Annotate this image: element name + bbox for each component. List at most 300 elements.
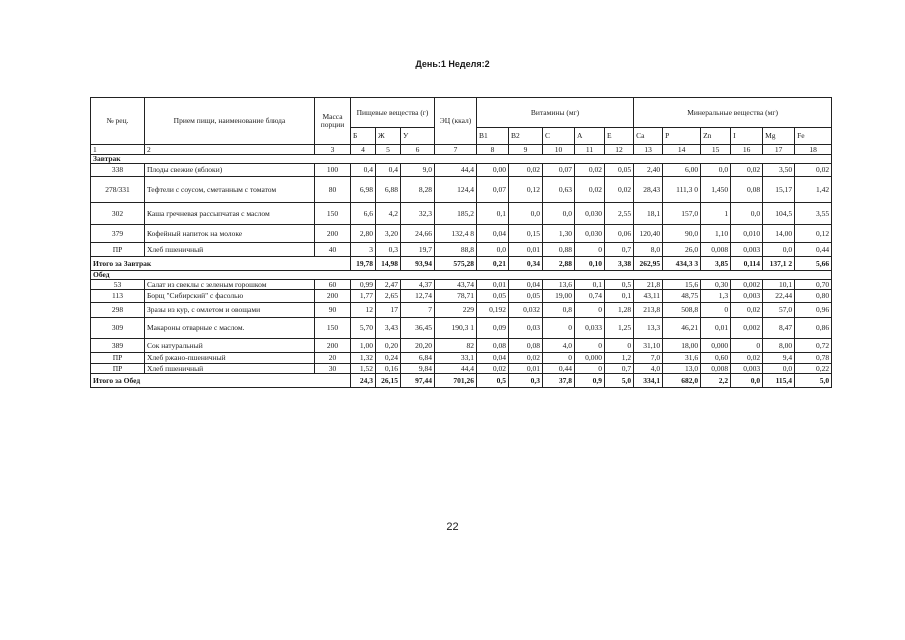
recipe-number: 379 — [91, 225, 145, 243]
recipe-number: 302 — [91, 203, 145, 225]
table-row — [91, 353, 832, 364]
header-nutrients: Пищевые вещества (г) — [351, 98, 435, 128]
table-cell: 20,20 — [401, 339, 435, 353]
total-cell: 0,114 — [731, 257, 763, 271]
total-row — [91, 257, 832, 271]
table-cell: 4,0 — [543, 339, 575, 353]
table-cell: 185,2 — [435, 203, 477, 225]
table-cell: 43,74 — [435, 280, 477, 290]
table-cell: 1,2 — [605, 353, 634, 364]
table-cell: 14,00 — [763, 225, 795, 243]
table-cell: 0 — [731, 339, 763, 353]
dish-name: Хлеб пшеничный — [145, 243, 315, 257]
table-cell: 90,0 — [663, 225, 701, 243]
column-number: 15 — [701, 145, 731, 155]
table-cell: 0,032 — [509, 303, 543, 318]
column-number: 5 — [376, 145, 401, 155]
total-row — [91, 374, 832, 388]
table-cell: 22,44 — [763, 290, 795, 303]
table-cell: 1,77 — [351, 290, 376, 303]
header-vit-c: C — [543, 128, 575, 145]
header-min-ca: Ca — [634, 128, 663, 145]
table-cell: 0,003 — [731, 290, 763, 303]
table-cell: 60 — [315, 280, 351, 290]
table-cell: 90 — [315, 303, 351, 318]
table-cell: 120,40 — [634, 225, 663, 243]
recipe-number: 278/331 — [91, 177, 145, 203]
table-cell: 0,15 — [509, 225, 543, 243]
table-cell: 0,78 — [795, 353, 832, 364]
total-cell: 5,0 — [605, 374, 634, 388]
table-cell: 0,04 — [477, 353, 509, 364]
table-cell: 0,01 — [701, 318, 731, 339]
table-cell: 0,01 — [477, 280, 509, 290]
table-cell: 57,0 — [763, 303, 795, 318]
table-cell: 40 — [315, 243, 351, 257]
header-vitamins: Витамины (мг) — [477, 98, 634, 128]
table-cell: 0,0 — [477, 243, 509, 257]
total-cell: 0,9 — [575, 374, 605, 388]
table-cell: 0,030 — [575, 203, 605, 225]
numbering-row — [91, 145, 832, 155]
table-cell: 2,80 — [351, 225, 376, 243]
table-cell: 0,05 — [477, 290, 509, 303]
column-number: 13 — [634, 145, 663, 155]
table-cell: 0 — [605, 339, 634, 353]
header-dish: Прием пищи, наименование блюда — [145, 98, 315, 145]
header-zh: Ж — [376, 128, 401, 145]
table-cell: 124,4 — [435, 177, 477, 203]
total-cell: 19,78 — [351, 257, 376, 271]
recipe-number: 389 — [91, 339, 145, 353]
section-header-row — [91, 155, 832, 164]
table-cell: 3,43 — [376, 318, 401, 339]
table-row — [91, 364, 832, 374]
page-number: 22 — [446, 521, 459, 533]
total-cell: 3,85 — [701, 257, 731, 271]
table-cell: 0 — [575, 339, 605, 353]
table-cell: 26,0 — [663, 243, 701, 257]
table-cell: 13,6 — [543, 280, 575, 290]
table-cell: 0,09 — [477, 318, 509, 339]
table-cell: 0,80 — [795, 290, 832, 303]
table-cell: 15,17 — [763, 177, 795, 203]
table-cell: 2,47 — [376, 280, 401, 290]
table-cell: 12 — [351, 303, 376, 318]
table-cell: 1,25 — [605, 318, 634, 339]
table-cell: 0,0 — [701, 164, 731, 177]
table-cell: 0,03 — [509, 318, 543, 339]
table-cell: 32,3 — [401, 203, 435, 225]
total-label: Итого за Обед — [91, 374, 351, 388]
table-cell: 3,50 — [763, 164, 795, 177]
table-cell: 200 — [315, 225, 351, 243]
table-cell: 9,84 — [401, 364, 435, 374]
table-cell: 0,22 — [795, 364, 832, 374]
column-number: 7 — [435, 145, 477, 155]
total-cell: 434,3 3 — [663, 257, 701, 271]
table-cell: 4,0 — [634, 364, 663, 374]
column-number: 10 — [543, 145, 575, 155]
table-cell: 0,05 — [509, 290, 543, 303]
table-cell: 43,11 — [634, 290, 663, 303]
table-cell: 7,0 — [634, 353, 663, 364]
total-cell: 0,5 — [477, 374, 509, 388]
table-cell: 0,008 — [701, 243, 731, 257]
recipe-number: 338 — [91, 164, 145, 177]
column-number: 18 — [795, 145, 832, 155]
section-header-row — [91, 271, 832, 280]
table-cell: 21,8 — [634, 280, 663, 290]
dish-name: Хлеб ржано-пшеничный — [145, 353, 315, 364]
table-cell: 0,003 — [731, 243, 763, 257]
total-cell: 115,4 — [763, 374, 795, 388]
table-row — [91, 339, 832, 353]
table-cell: 1,42 — [795, 177, 832, 203]
dish-name: Кофейный напиток на молоке — [145, 225, 315, 243]
header-minerals: Минеральные вещества (мг) — [634, 98, 832, 128]
header-vit-b1: B1 — [477, 128, 509, 145]
total-cell: 2,2 — [701, 374, 731, 388]
table-cell: 13,3 — [634, 318, 663, 339]
header-vit-e: E — [605, 128, 634, 145]
total-cell: 26,15 — [376, 374, 401, 388]
table-cell: 0,02 — [731, 303, 763, 318]
total-cell: 0,0 — [731, 374, 763, 388]
table-cell: 0,74 — [575, 290, 605, 303]
total-cell: 3,38 — [605, 257, 634, 271]
recipe-number: 298 — [91, 303, 145, 318]
table-row — [91, 303, 832, 318]
dish-name: Салат из свеклы с зеленым горошком — [145, 280, 315, 290]
dish-name: Каша гречневая рассыпчатая с маслом — [145, 203, 315, 225]
table-cell: 30 — [315, 364, 351, 374]
page-title: День:1 Неделя:2 — [415, 59, 490, 69]
table-cell: 0,0 — [763, 243, 795, 257]
table-cell: 190,3 1 — [435, 318, 477, 339]
header-u: У — [401, 128, 435, 145]
table-cell: 0,1 — [575, 280, 605, 290]
total-cell: 93,94 — [401, 257, 435, 271]
table-cell: 0,0 — [509, 203, 543, 225]
table-cell: 111,3 0 — [663, 177, 701, 203]
table-cell: 8,0 — [634, 243, 663, 257]
dish-name: Хлеб пшеничный — [145, 364, 315, 374]
table-cell: 0,05 — [605, 164, 634, 177]
table-cell: 18,1 — [634, 203, 663, 225]
column-number: 3 — [315, 145, 351, 155]
table-cell: 0,7 — [605, 364, 634, 374]
table-cell: 28,43 — [634, 177, 663, 203]
table-cell: 1,00 — [351, 339, 376, 353]
table-cell: 36,45 — [401, 318, 435, 339]
column-number: 11 — [575, 145, 605, 155]
table-cell: 0,16 — [376, 364, 401, 374]
table-cell: 3,55 — [795, 203, 832, 225]
table-cell: 0,0 — [763, 364, 795, 374]
table-cell: 0,07 — [477, 177, 509, 203]
table-cell: 1,32 — [351, 353, 376, 364]
table-cell: 1,28 — [605, 303, 634, 318]
table-cell: 150 — [315, 318, 351, 339]
total-cell: 0,10 — [575, 257, 605, 271]
dish-name: Сок натуральный — [145, 339, 315, 353]
column-number: 9 — [509, 145, 543, 155]
column-number: 6 — [401, 145, 435, 155]
header-rec: № рец. — [91, 98, 145, 145]
table-cell: 18,00 — [663, 339, 701, 353]
table-cell: 0,003 — [731, 364, 763, 374]
table-cell: 0,02 — [605, 177, 634, 203]
table-cell: 0,030 — [575, 225, 605, 243]
table-cell: 0,1 — [477, 203, 509, 225]
table-cell: 10,1 — [763, 280, 795, 290]
total-cell: 682,0 — [663, 374, 701, 388]
table-cell: 0,002 — [731, 318, 763, 339]
table-cell: 0,02 — [509, 164, 543, 177]
table-cell: 0,70 — [795, 280, 832, 290]
recipe-number: 309 — [91, 318, 145, 339]
table-cell: 8,28 — [401, 177, 435, 203]
table-cell: 0,02 — [575, 164, 605, 177]
table-cell: 7 — [401, 303, 435, 318]
table-cell: 3 — [351, 243, 376, 257]
table-cell: 8,00 — [763, 339, 795, 353]
header-vit-a: A — [575, 128, 605, 145]
total-cell: 5,66 — [795, 257, 832, 271]
table-cell: 0,08 — [731, 177, 763, 203]
table-cell: 150 — [315, 203, 351, 225]
table-cell: 13,0 — [663, 364, 701, 374]
table-cell: 2,40 — [634, 164, 663, 177]
table-cell: 6,6 — [351, 203, 376, 225]
table-cell: 33,1 — [435, 353, 477, 364]
table-cell: 0,12 — [509, 177, 543, 203]
table-body — [91, 98, 832, 388]
table-cell: 0 — [575, 364, 605, 374]
table-cell: 0,0 — [543, 203, 575, 225]
table-cell: 9,4 — [763, 353, 795, 364]
header-min-fe: Fe — [795, 128, 832, 145]
table-cell: 0 — [543, 353, 575, 364]
table-cell: 20 — [315, 353, 351, 364]
table-cell: 9,0 — [401, 164, 435, 177]
table-row — [91, 243, 832, 257]
table-cell: 1,52 — [351, 364, 376, 374]
table-cell: 100 — [315, 164, 351, 177]
dish-name: Зразы из кур, с омлетом и овощами — [145, 303, 315, 318]
total-cell: 334,1 — [634, 374, 663, 388]
table-cell: 44,4 — [435, 164, 477, 177]
table-cell: 31,10 — [634, 339, 663, 353]
header-min-mg: Mg — [763, 128, 795, 145]
column-number: 16 — [731, 145, 763, 155]
table-cell: 0,000 — [575, 353, 605, 364]
table-cell: 0,4 — [351, 164, 376, 177]
header-min-i: I — [731, 128, 763, 145]
table-cell: 1 — [701, 203, 731, 225]
recipe-number: ПР — [91, 364, 145, 374]
table-cell: 46,21 — [663, 318, 701, 339]
dish-name: Плоды свежие (яблоки) — [145, 164, 315, 177]
table-cell: 0,01 — [509, 364, 543, 374]
table-cell: 1,30 — [543, 225, 575, 243]
table-cell: 0,20 — [376, 339, 401, 353]
column-number: 1 — [91, 145, 145, 155]
table-row — [91, 177, 832, 203]
table-cell: 0,44 — [543, 364, 575, 374]
table-cell: 200 — [315, 339, 351, 353]
table-cell: 200 — [315, 290, 351, 303]
nutrition-table — [90, 97, 832, 388]
table-cell: 0,8 — [543, 303, 575, 318]
header-b: Б — [351, 128, 376, 145]
table-cell: 82 — [435, 339, 477, 353]
table-cell: 0,04 — [477, 225, 509, 243]
table-cell: 0,02 — [477, 364, 509, 374]
table-cell: 3,20 — [376, 225, 401, 243]
table-cell: 78,71 — [435, 290, 477, 303]
table-cell: 0,192 — [477, 303, 509, 318]
table-row — [91, 164, 832, 177]
table-cell: 88,8 — [435, 243, 477, 257]
table-cell: 213,8 — [634, 303, 663, 318]
total-cell: 24,3 — [351, 374, 376, 388]
table-cell: 132,4 8 — [435, 225, 477, 243]
table-cell: 1,3 — [701, 290, 731, 303]
table-cell: 0,02 — [509, 353, 543, 364]
table-cell: 0,99 — [351, 280, 376, 290]
table-cell: 0,033 — [575, 318, 605, 339]
table-cell: 508,8 — [663, 303, 701, 318]
table-cell: 1,10 — [701, 225, 731, 243]
table-cell: 0,02 — [575, 177, 605, 203]
column-number: 14 — [663, 145, 701, 155]
table-cell: 0,010 — [731, 225, 763, 243]
table-cell: 0,08 — [477, 339, 509, 353]
table-cell: 0,07 — [543, 164, 575, 177]
section-title: Обед — [91, 271, 832, 280]
table-cell: 0,63 — [543, 177, 575, 203]
recipe-number: 113 — [91, 290, 145, 303]
column-number: 4 — [351, 145, 376, 155]
table-cell: 6,88 — [376, 177, 401, 203]
table-cell: 229 — [435, 303, 477, 318]
table-cell: 48,75 — [663, 290, 701, 303]
table-cell: 8,47 — [763, 318, 795, 339]
dish-name: Макароны отварные с маслом. — [145, 318, 315, 339]
table-cell: 6,00 — [663, 164, 701, 177]
table-cell: 0,60 — [701, 353, 731, 364]
table-cell: 4,2 — [376, 203, 401, 225]
column-number: 17 — [763, 145, 795, 155]
table-cell: 0,02 — [731, 353, 763, 364]
table-cell: 6,84 — [401, 353, 435, 364]
table-cell: 0,4 — [376, 164, 401, 177]
total-cell: 5,0 — [795, 374, 832, 388]
table-cell: 0,7 — [605, 243, 634, 257]
table-cell: 12,74 — [401, 290, 435, 303]
dish-name: Тефтели с соусом, сметанным с томатом — [145, 177, 315, 203]
table-cell: 157,0 — [663, 203, 701, 225]
total-cell: 97,44 — [401, 374, 435, 388]
table-cell: 0,1 — [605, 290, 634, 303]
total-cell: 262,95 — [634, 257, 663, 271]
table-cell: 80 — [315, 177, 351, 203]
table-cell: 0,02 — [795, 164, 832, 177]
table-cell: 19,00 — [543, 290, 575, 303]
table-cell: 5,70 — [351, 318, 376, 339]
table-row — [91, 290, 832, 303]
table-cell: 0,12 — [795, 225, 832, 243]
total-cell: 14,98 — [376, 257, 401, 271]
table-cell: 0,88 — [543, 243, 575, 257]
table-cell: 0,06 — [605, 225, 634, 243]
recipe-number: ПР — [91, 353, 145, 364]
table-row — [91, 318, 832, 339]
header-energy: ЭЦ (ккал) — [435, 98, 477, 145]
header-min-zn: Zn — [701, 128, 731, 145]
table-cell: 0,002 — [731, 280, 763, 290]
total-cell: 0,21 — [477, 257, 509, 271]
total-cell: 575,28 — [435, 257, 477, 271]
table-cell: 0 — [543, 318, 575, 339]
table-cell: 2,65 — [376, 290, 401, 303]
table-cell: 0,72 — [795, 339, 832, 353]
table-cell: 0,02 — [731, 164, 763, 177]
table-cell: 0,04 — [509, 280, 543, 290]
table-cell: 0,00 — [477, 164, 509, 177]
table-cell: 0,3 — [376, 243, 401, 257]
column-number: 8 — [477, 145, 509, 155]
table-cell: 1,450 — [701, 177, 731, 203]
total-cell: 2,88 — [543, 257, 575, 271]
table-cell: 0,86 — [795, 318, 832, 339]
header-min-p: P — [663, 128, 701, 145]
table-cell: 6,98 — [351, 177, 376, 203]
total-cell: 137,1 2 — [763, 257, 795, 271]
table-cell: 0,44 — [795, 243, 832, 257]
table-cell: 0,08 — [509, 339, 543, 353]
recipe-number: 53 — [91, 280, 145, 290]
table-cell: 0,96 — [795, 303, 832, 318]
table-cell: 0,0 — [731, 203, 763, 225]
table-cell: 0 — [701, 303, 731, 318]
total-cell: 0,3 — [509, 374, 543, 388]
table-cell: 0,24 — [376, 353, 401, 364]
table-cell: 17 — [376, 303, 401, 318]
dish-name: Борщ "Сибирский" с фасолью — [145, 290, 315, 303]
table-cell: 0,008 — [701, 364, 731, 374]
recipe-number: ПР — [91, 243, 145, 257]
table-cell: 15,6 — [663, 280, 701, 290]
table-cell: 24,66 — [401, 225, 435, 243]
header-vit-b2: B2 — [509, 128, 543, 145]
table-row — [91, 280, 832, 290]
table-cell: 0,01 — [509, 243, 543, 257]
column-number: 12 — [605, 145, 634, 155]
total-cell: 37,8 — [543, 374, 575, 388]
table-cell: 0,5 — [605, 280, 634, 290]
table-cell: 0,000 — [701, 339, 731, 353]
table-cell: 19,7 — [401, 243, 435, 257]
table-cell: 104,5 — [763, 203, 795, 225]
total-cell: 701,26 — [435, 374, 477, 388]
table-row — [91, 225, 832, 243]
total-cell: 0,34 — [509, 257, 543, 271]
table-cell: 0 — [575, 243, 605, 257]
table-row — [91, 203, 832, 225]
